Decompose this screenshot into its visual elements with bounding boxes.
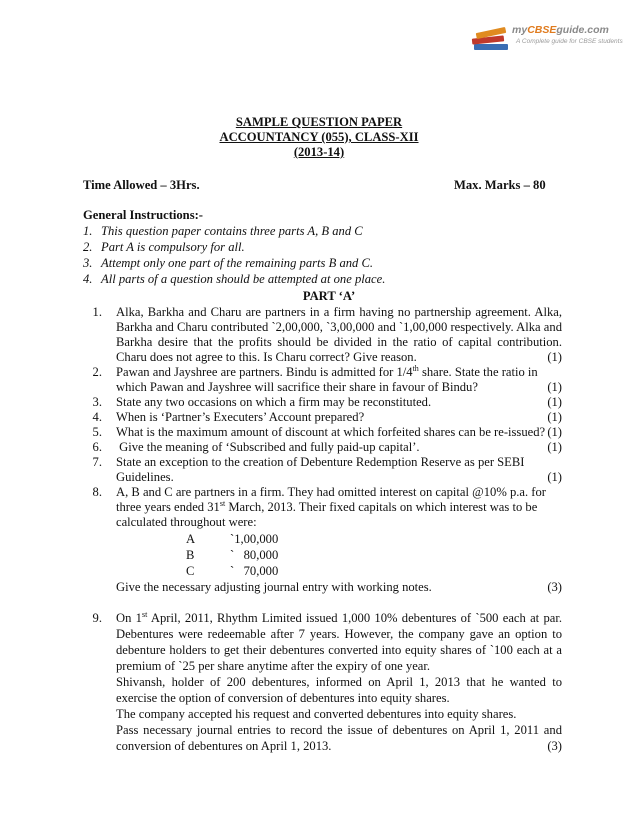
question-number: 4. bbox=[92, 410, 102, 424]
question-text: Give the necessary adjusting journal entry with working notes. bbox=[116, 580, 432, 594]
question-text: The company accepted his request and converted debentures into equity shares. bbox=[116, 707, 517, 721]
question-text: Pawan and Jayshree are partners. Bindu is admitted for 1/4th share. State the ratio in bbox=[116, 363, 538, 379]
question-marks: (1) bbox=[547, 380, 562, 394]
question-text: conversion of debentures on April 1, 2013. bbox=[116, 739, 332, 753]
part-heading: PART ‘A’ bbox=[302, 289, 356, 303]
question-text: Barkha desire that the profits should be divided in the ratio of capital contribution. bbox=[116, 335, 562, 349]
question-text: exercise the option of conversion of debentures into equity shares. bbox=[116, 691, 450, 705]
question-marks: (1) bbox=[547, 350, 562, 364]
question-marks: (1) bbox=[547, 395, 562, 409]
instruction-text: Part A is compulsory for all. bbox=[101, 240, 245, 254]
question-marks: (1) bbox=[547, 440, 562, 454]
question-marks: (1) bbox=[547, 470, 562, 484]
question-text: Charu does not agree to this. Is Charu correct? Give reason. bbox=[116, 350, 417, 364]
instruction-text: Attempt only one part of the remaining parts B and C. bbox=[101, 256, 374, 270]
capital-partner: A bbox=[186, 532, 196, 546]
instruction-number: 2. bbox=[83, 240, 93, 254]
capital-amount: ` 70,000 bbox=[230, 564, 279, 578]
time-allowed: Time Allowed – 3Hrs. bbox=[83, 178, 200, 192]
question-number: 5. bbox=[92, 425, 102, 439]
instruction-number: 1. bbox=[83, 224, 93, 238]
paper-session: (2013-14) bbox=[293, 145, 345, 159]
question-number: 9. bbox=[92, 611, 102, 625]
capital-partner: B bbox=[186, 548, 195, 562]
capital-amount: ` 80,000 bbox=[230, 548, 279, 562]
question-marks: (3) bbox=[547, 580, 562, 594]
question-text: calculated throughout were: bbox=[116, 515, 257, 529]
question-text: premium of `25 per share anytime after the expiry of one year. bbox=[116, 659, 431, 673]
question-number: 2. bbox=[92, 365, 102, 379]
question-marks: (1) bbox=[547, 425, 562, 439]
paper-title: SAMPLE QUESTION PAPER bbox=[235, 115, 403, 129]
question-marks: (3) bbox=[547, 739, 562, 753]
instructions-heading: General Instructions:- bbox=[83, 208, 203, 222]
max-marks: Max. Marks – 80 bbox=[454, 178, 546, 192]
capital-partner: C bbox=[186, 564, 195, 578]
question-text: A, B and C are partners in a firm. They had omitted interest on capital @10% p.a. for bbox=[116, 485, 546, 499]
question-text: When is ‘Partner’s Executers’ Account prepared? bbox=[116, 410, 365, 424]
question-text: On 1st April, 2011, Rhythm Limited issued 1,000 10% debentures of `500 each at par. bbox=[116, 609, 562, 625]
question-text: State an exception to the creation of Debenture Redemption Reserve as per SEBI bbox=[116, 455, 525, 469]
question-text: State any two occasions on which a firm may be reconstituted. bbox=[116, 395, 432, 409]
question-text: three years ended 31st March, 2013. Their fixed capitals on which interest was to be bbox=[116, 498, 538, 514]
question-text: What is the maximum amount of discount at which forfeited shares can be re-issued? bbox=[116, 425, 546, 439]
question-text: Pass necessary journal entries to record the issue of debentures on April 1, 2011 and bbox=[116, 723, 562, 737]
question-text: Alka, Barkha and Charu are partners in a firm having no partnership agreement. Alka, bbox=[116, 305, 562, 319]
paper-subject: ACCOUNTANCY (055), CLASS-XII bbox=[219, 130, 419, 144]
question-text: Guidelines. bbox=[116, 470, 174, 484]
question-text: Shivansh, holder of 200 debentures, informed on April 1, 2013 that he wanted to bbox=[116, 675, 562, 689]
mycbseguide-logo bbox=[468, 18, 623, 58]
logo-tagline: A Complete guide for CBSE students bbox=[516, 38, 623, 45]
instruction-number: 4. bbox=[83, 272, 93, 286]
question-text: debenture holders to get their debentures converted into equity shares of `100 each at a bbox=[116, 643, 562, 657]
question-marks: (1) bbox=[547, 410, 562, 424]
question-number: 6. bbox=[92, 440, 102, 454]
instruction-number: 3. bbox=[83, 256, 93, 270]
question-text: Barkha and Charu contributed `2,00,000, `3,00,000 and `1,00,000 respectively. Alka and bbox=[116, 320, 562, 334]
logo-name: myCBSEguide.com bbox=[512, 24, 609, 36]
question-number: 7. bbox=[92, 455, 102, 469]
question-number: 1. bbox=[92, 305, 102, 319]
question-text: Give the meaning of ‘Subscribed and fully paid-up capital’. bbox=[116, 440, 420, 454]
question-number: 3. bbox=[92, 395, 102, 409]
books-icon bbox=[472, 26, 512, 54]
capital-amount: `1,00,000 bbox=[230, 532, 279, 546]
question-text: which Pawan and Jayshree will sacrifice their share in favour of Bindu? bbox=[116, 380, 478, 394]
instruction-text: This question paper contains three parts A, B and C bbox=[101, 224, 363, 238]
question-text: Debentures were redeemable after 7 years. However, the company gave an option to bbox=[116, 627, 562, 641]
instruction-text: All parts of a question should be attempted at one place. bbox=[101, 272, 386, 286]
question-number: 8. bbox=[92, 485, 102, 499]
